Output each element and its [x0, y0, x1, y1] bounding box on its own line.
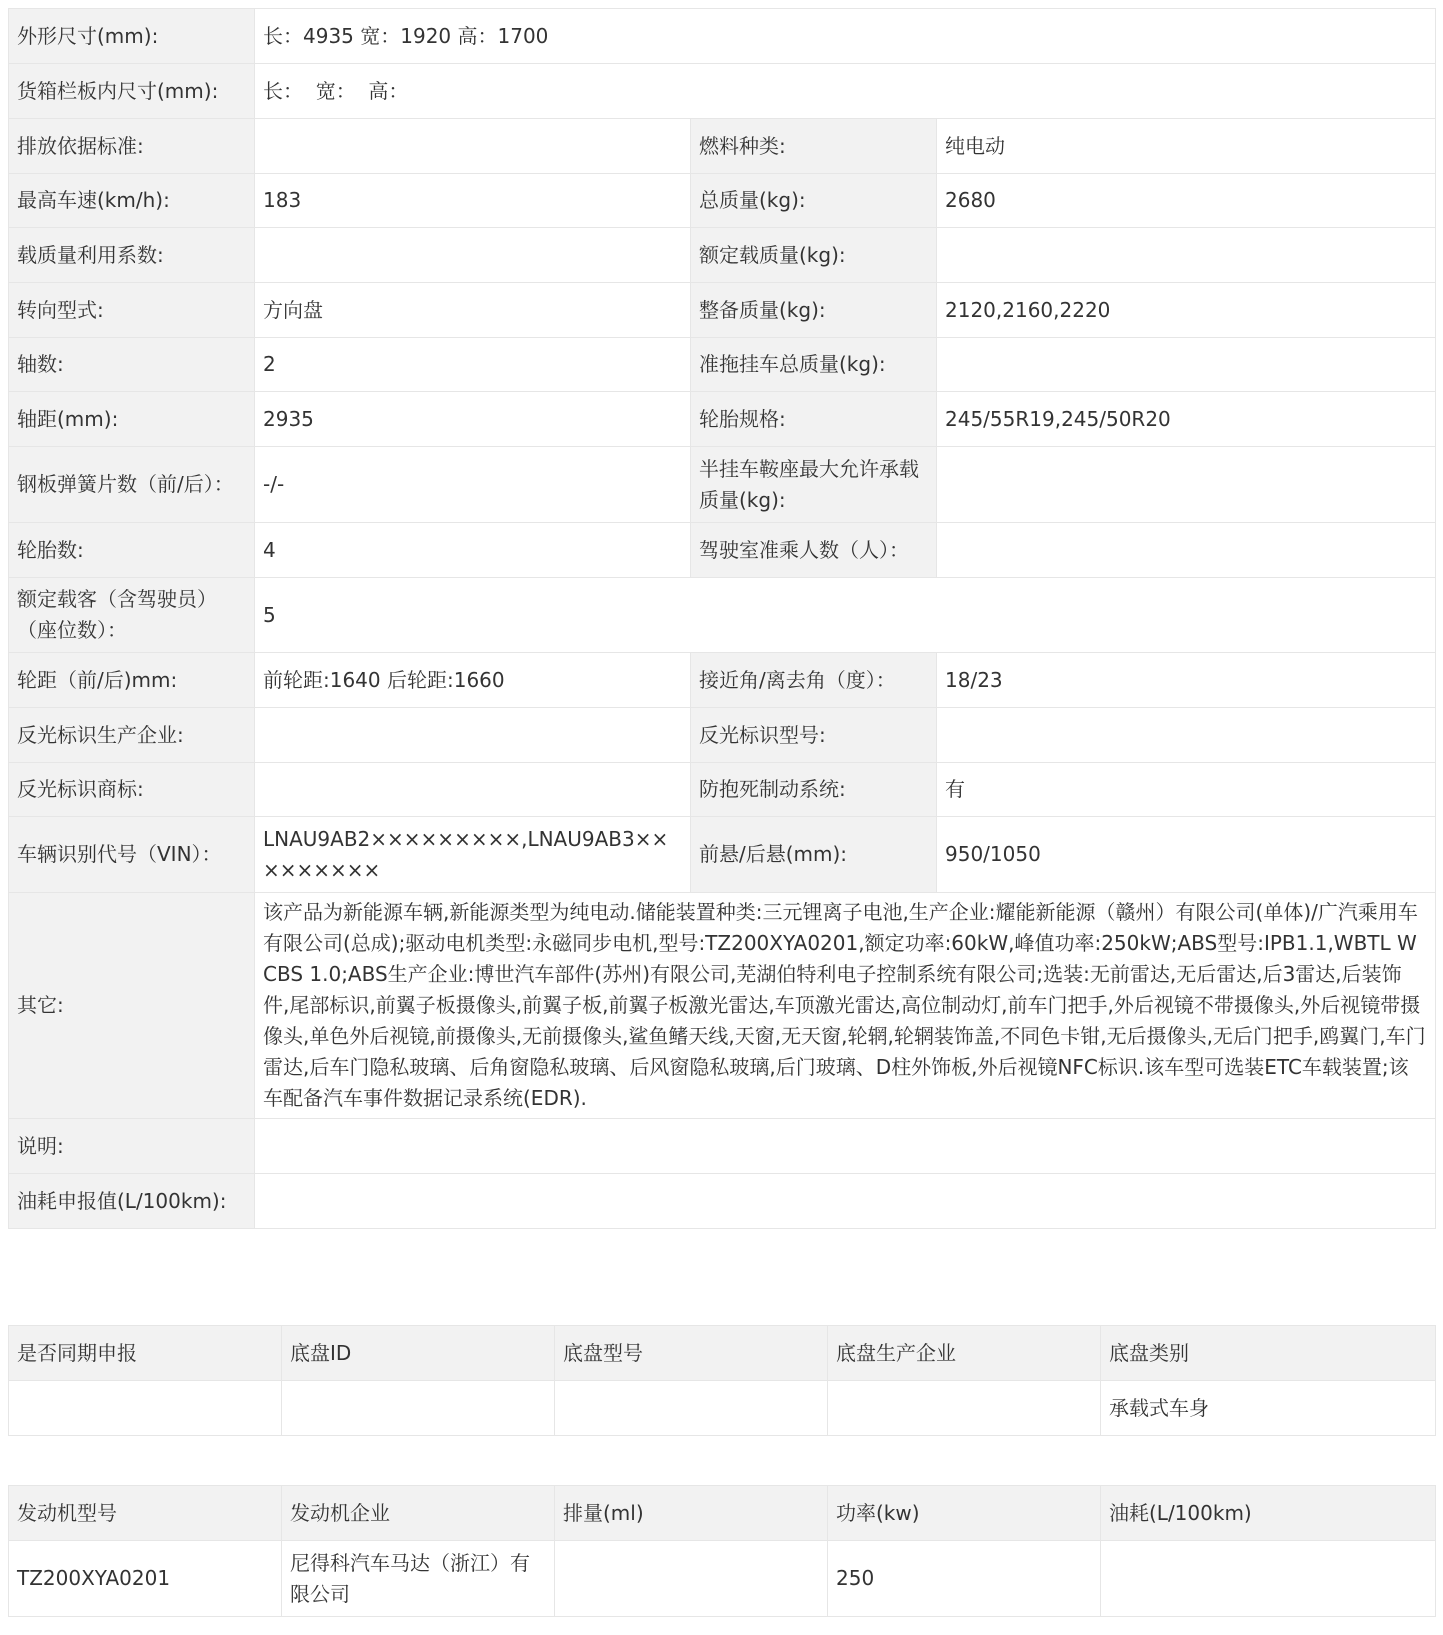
label-fuel-consumption: 油耗申报值(L/100km): — [9, 1174, 255, 1229]
value-leaf-springs: -/- — [255, 447, 691, 523]
row-fuel-consumption — [9, 1174, 1436, 1229]
label-abs: 防抱死制动系统: — [691, 763, 937, 817]
chassis-cell — [828, 1381, 1101, 1436]
engine-header-cell: 排量(ml) — [555, 1486, 828, 1541]
label-trailer-mass: 准拖挂车总质量(kg): — [691, 338, 937, 392]
engine-header-cell: 功率(kw) — [828, 1486, 1101, 1541]
row-axles-trailer — [9, 338, 1436, 392]
label-tire-spec: 轮胎规格: — [691, 392, 937, 447]
value-reflector-brand — [255, 763, 691, 817]
row-rated-passengers — [9, 578, 1436, 653]
value-track: 前轮距:1640 后轮距:1660 — [255, 653, 691, 708]
chassis-header-row — [9, 1326, 1436, 1381]
table-row — [9, 1381, 1436, 1436]
label-vin: 车辆识别代号（VIN）： — [9, 817, 255, 893]
label-dimensions: 外形尺寸(mm): — [9, 9, 255, 64]
row-springs-saddle — [9, 447, 1436, 523]
vehicle-spec-table — [8, 8, 1436, 1229]
label-reflector-model: 反光标识型号: — [691, 708, 937, 763]
label-max-speed: 最高车速(km/h): — [9, 174, 255, 228]
value-fuel-consumption — [255, 1174, 1436, 1229]
chassis-cell — [9, 1381, 282, 1436]
chassis-header-cell: 底盘类别 — [1101, 1326, 1436, 1381]
value-rated-passengers: 5 — [255, 578, 1436, 653]
label-leaf-springs: 钢板弹簧片数（前/后）： — [9, 447, 255, 523]
row-track-angles — [9, 653, 1436, 708]
row-emission-fuel — [9, 119, 1436, 174]
label-reflector-brand: 反光标识商标: — [9, 763, 255, 817]
chassis-header-cell: 底盘型号 — [555, 1326, 828, 1381]
label-angles: 接近角/离去角（度）： — [691, 653, 937, 708]
engine-cell — [1101, 1541, 1436, 1617]
value-wheelbase: 2935 — [255, 392, 691, 447]
label-rated-passengers: 额定载客（含驾驶员）（座位数）： — [9, 578, 255, 653]
value-total-mass: 2680 — [937, 174, 1436, 228]
value-dimensions: 长：4935 宽：1920 高：1700 — [255, 9, 1436, 64]
row-tires-cab — [9, 523, 1436, 578]
row-vin-overhang — [9, 817, 1436, 893]
label-cargo-box: 货箱栏板内尺寸(mm): — [9, 64, 255, 119]
value-trailer-mass — [937, 338, 1436, 392]
chassis-header-cell: 底盘ID — [282, 1326, 555, 1381]
value-rated-load — [937, 228, 1436, 283]
label-load-factor: 载质量利用系数: — [9, 228, 255, 283]
value-vin: LNAU9AB2×××××××××,LNAU9AB3××××××××× — [255, 817, 691, 893]
engine-header-cell: 油耗(L/100km) — [1101, 1486, 1436, 1541]
row-wheelbase-tires — [9, 392, 1436, 447]
value-tire-count: 4 — [255, 523, 691, 578]
chassis-cell — [555, 1381, 828, 1436]
value-reflector-model — [937, 708, 1436, 763]
row-other — [9, 893, 1436, 1119]
label-cab-passengers: 驾驶室准乘人数（人）： — [691, 523, 937, 578]
label-reflector-maker: 反光标识生产企业: — [9, 708, 255, 763]
engine-header-row — [9, 1486, 1436, 1541]
value-abs: 有 — [937, 763, 1436, 817]
value-curb-mass: 2120,2160,2220 — [937, 283, 1436, 338]
table-row — [9, 1541, 1436, 1617]
row-load — [9, 228, 1436, 283]
label-wheelbase: 轴距(mm): — [9, 392, 255, 447]
value-reflector-maker — [255, 708, 691, 763]
chassis-cell: 承载式车身 — [1101, 1381, 1436, 1436]
value-steering: 方向盘 — [255, 283, 691, 338]
label-rated-load: 额定载质量(kg): — [691, 228, 937, 283]
value-overhang: 950/1050 — [937, 817, 1436, 893]
engine-header-cell: 发动机型号 — [9, 1486, 282, 1541]
value-cargo-box: 长： 宽： 高： — [255, 64, 1436, 119]
value-max-speed: 183 — [255, 174, 691, 228]
label-other: 其它: — [9, 893, 255, 1119]
label-saddle-load: 半挂车鞍座最大允许承载质量(kg): — [691, 447, 937, 523]
label-total-mass: 总质量(kg): — [691, 174, 937, 228]
row-reflector-brand-abs — [9, 763, 1436, 817]
engine-table — [8, 1485, 1436, 1617]
value-fuel-type: 纯电动 — [937, 119, 1436, 174]
value-tire-spec: 245/55R19,245/50R20 — [937, 392, 1436, 447]
label-tire-count: 轮胎数: — [9, 523, 255, 578]
label-notes: 说明: — [9, 1119, 255, 1174]
row-cargo-box — [9, 64, 1436, 119]
chassis-cell — [282, 1381, 555, 1436]
value-other: 该产品为新能源车辆,新能源类型为纯电动.储能装置种类:三元锂离子电池,生产企业:耀能新能源（赣州）有限公司(单体)/广汽乘用车有限公司(总成);驱动电机类型:永磁同步电机,型号:TZ200XYA0201,额定功率:60kW,峰值功率:250kW;ABS型号:IPB1.1,WBTL WCBS 1.0;ABS生产企业:博世汽车部件(苏州)有限公司,芜湖伯特利电子控制系统有限公司;选装:无前雷达,无后雷达,后3雷达,后装饰件,尾部标识,前翼子板摄像头,前翼子板,前翼子板激光雷达,车顶激光雷达,高位制动灯,前车门把手,外后视镜不带摄像头,外后视镜带摄像头,单色外后视镜,前摄像头,无前摄像头,鲨鱼鳍天线,天窗,无天窗,轮辋,轮辋装饰盖,不同色卡钳,无后摄像头,无后门把手,鸥翼门,车门雷达,后车门隐私玻璃、后角窗隐私玻璃、后风窗隐私玻璃,后门玻璃、D柱外饰板,外后视镜NFC标识.该车型可选装ETC车载装置;该车配备汽车事件数据记录系统(EDR). — [255, 893, 1436, 1119]
chassis-header-cell: 底盘生产企业 — [828, 1326, 1101, 1381]
value-angles: 18/23 — [937, 653, 1436, 708]
engine-cell: 250 — [828, 1541, 1101, 1617]
value-axles: 2 — [255, 338, 691, 392]
label-fuel-type: 燃料种类: — [691, 119, 937, 174]
chassis-header-cell: 是否同期申报 — [9, 1326, 282, 1381]
value-emission-std — [255, 119, 691, 174]
label-track: 轮距（前/后)mm: — [9, 653, 255, 708]
label-emission-std: 排放依据标准: — [9, 119, 255, 174]
row-reflector-maker-model — [9, 708, 1436, 763]
engine-header-cell: 发动机企业 — [282, 1486, 555, 1541]
engine-cell — [555, 1541, 828, 1617]
value-notes — [255, 1119, 1436, 1174]
row-notes — [9, 1119, 1436, 1174]
row-steering-curb — [9, 283, 1436, 338]
engine-cell: TZ200XYA0201 — [9, 1541, 282, 1617]
engine-cell: 尼得科汽车马达（浙江）有限公司 — [282, 1541, 555, 1617]
value-load-factor — [255, 228, 691, 283]
value-saddle-load — [937, 447, 1436, 523]
value-cab-passengers — [937, 523, 1436, 578]
label-axles: 轴数: — [9, 338, 255, 392]
row-dimensions — [9, 9, 1436, 64]
label-overhang: 前悬/后悬(mm): — [691, 817, 937, 893]
chassis-table — [8, 1325, 1436, 1436]
label-steering: 转向型式: — [9, 283, 255, 338]
label-curb-mass: 整备质量(kg): — [691, 283, 937, 338]
row-speed-mass — [9, 174, 1436, 228]
